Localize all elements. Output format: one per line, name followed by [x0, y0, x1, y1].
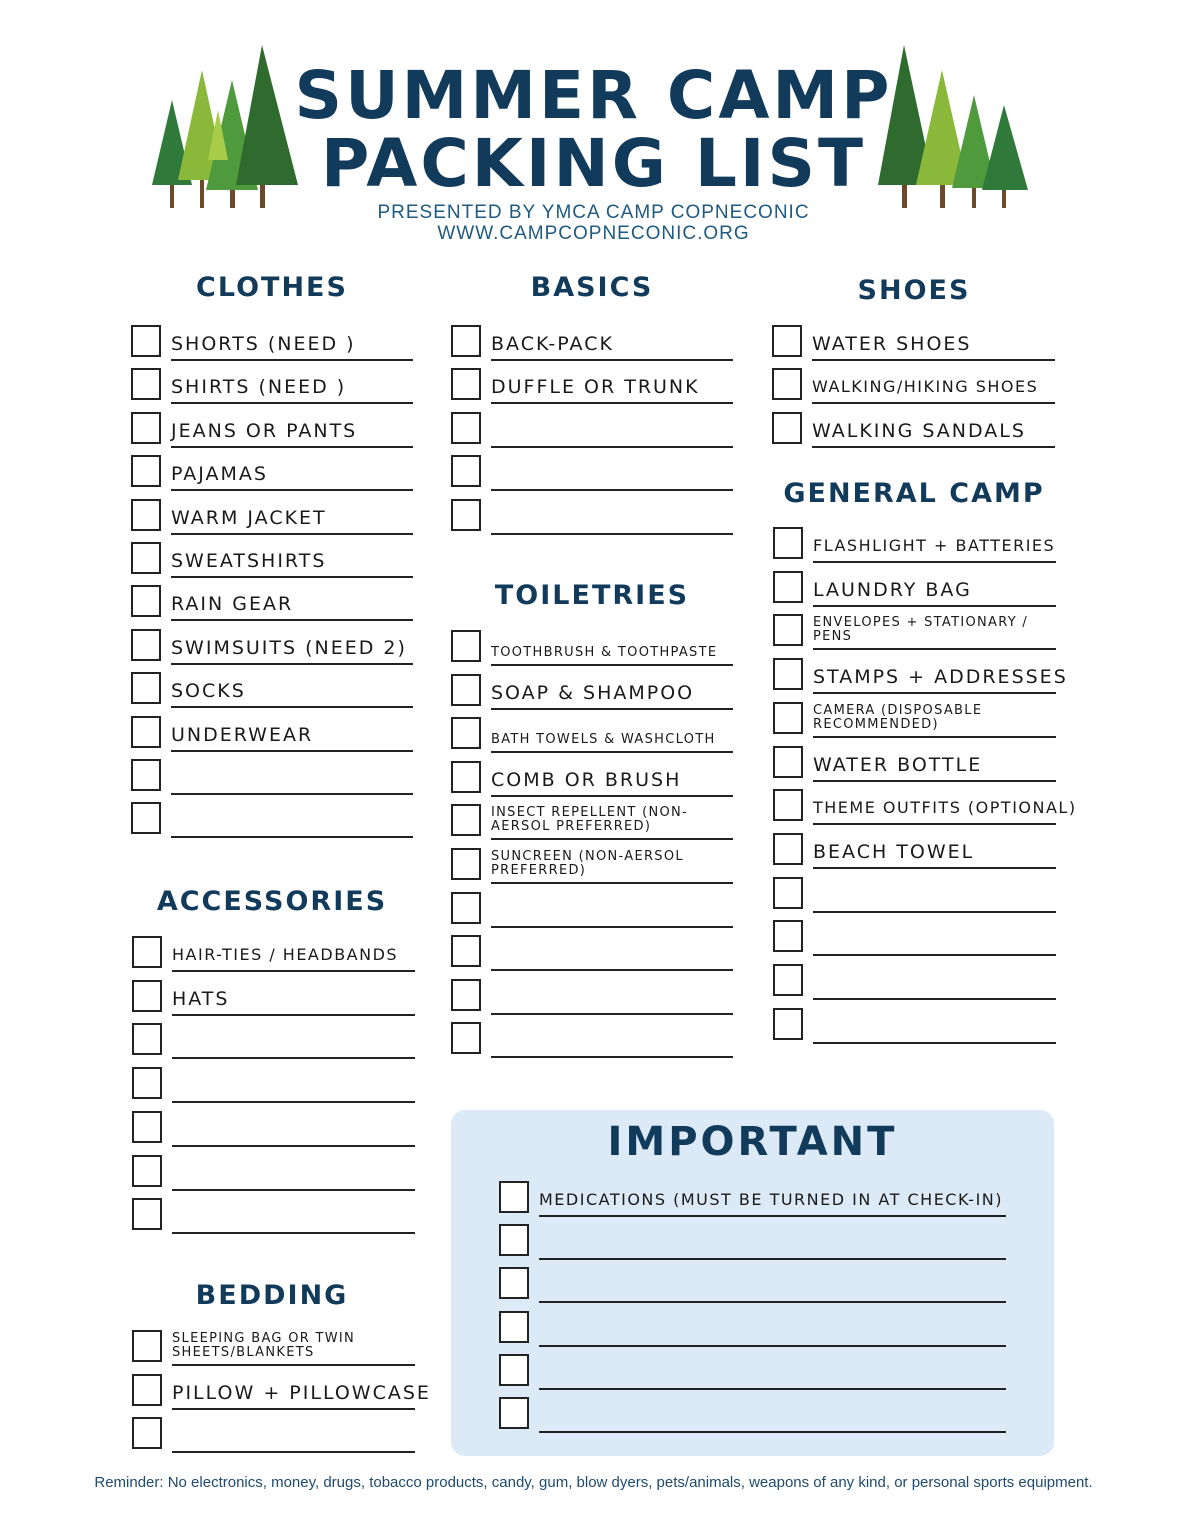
checkbox-icon[interactable]	[132, 936, 162, 968]
write-in-line	[172, 1364, 415, 1366]
item-label: SOCKS	[171, 680, 246, 703]
checkbox-icon[interactable]	[131, 412, 161, 444]
basics-list-item	[451, 499, 733, 535]
checkbox-icon[interactable]	[451, 674, 481, 706]
write-in-line	[813, 867, 1056, 869]
item-label: UNDERWEAR	[171, 723, 314, 746]
checkbox-icon[interactable]	[773, 1008, 803, 1040]
checkbox-icon[interactable]	[451, 892, 481, 924]
checkbox-icon[interactable]	[451, 979, 481, 1011]
item-label: WALKING SANDALS	[812, 419, 1026, 442]
checkbox-icon[interactable]	[773, 964, 803, 996]
write-in-line	[539, 1388, 1006, 1390]
write-in-line	[172, 1232, 415, 1234]
accessories-list-item	[132, 980, 415, 1016]
write-in-line	[171, 793, 413, 795]
checkbox-icon[interactable]	[451, 412, 481, 444]
item-label: WATER SHOES	[812, 333, 972, 355]
write-in-line	[491, 969, 733, 971]
write-in-line	[171, 359, 413, 361]
write-in-line	[171, 619, 413, 621]
item-label: CAMERA (DISPOSABLE RECOMMENDED)	[813, 702, 983, 732]
write-in-line	[172, 1101, 415, 1103]
item-label: HAIR-TIES / HEADBANDS	[172, 945, 399, 964]
write-in-line	[172, 1014, 415, 1016]
toiletries-list-item	[451, 979, 733, 1015]
write-in-line	[813, 823, 1056, 825]
item-label: LAUNDRY BAG	[813, 578, 972, 601]
write-in-line	[491, 533, 733, 535]
item-label: FLASHLIGHT + BATTERIES	[813, 536, 1056, 555]
item-label: SWIMSUITS (NEED 2)	[171, 636, 407, 659]
accessories-heading: ACCESSORIES	[156, 886, 388, 917]
write-in-line	[171, 402, 413, 404]
checkbox-icon[interactable]	[131, 716, 161, 748]
checkbox-icon[interactable]	[499, 1397, 529, 1429]
basics-list-item	[451, 368, 733, 404]
important-list-item	[499, 1354, 1006, 1390]
basics-list-item	[451, 455, 733, 491]
item-label: SUNCREEN (NON-AERSOL PREFERRED)	[491, 849, 684, 878]
write-in-line	[813, 736, 1056, 738]
accessories-list-item	[132, 1067, 415, 1103]
accessories-list-item	[132, 1155, 415, 1191]
bedding-heading: BEDDING	[195, 1280, 349, 1311]
reminder-text: Reminder: No electronics, money, drugs, tobacco products, candy, gum, blow dyers, pets/animals, weapons of any kind, or personal sports equipment.	[94, 1474, 1093, 1491]
toiletries-list-item	[451, 804, 733, 840]
checkbox-icon[interactable]	[499, 1354, 529, 1386]
write-in-line	[813, 911, 1056, 913]
checkbox-icon[interactable]	[451, 761, 481, 793]
item-label: WARM JACKET	[171, 506, 327, 529]
write-in-line	[491, 751, 733, 753]
write-in-line	[171, 446, 413, 448]
checkbox-icon[interactable]	[451, 848, 481, 880]
accessories-list-item	[132, 1198, 415, 1234]
clothes-list-item	[131, 325, 413, 361]
write-in-line	[171, 489, 413, 491]
checkbox-icon[interactable]	[773, 614, 803, 646]
checkbox-icon[interactable]	[451, 368, 481, 400]
item-label: DUFFLE OR TRUNK	[491, 376, 700, 399]
general-camp-list-item	[773, 614, 1056, 650]
write-in-line	[539, 1345, 1006, 1347]
toiletries-list-item	[451, 761, 733, 797]
clothes-list-item	[131, 412, 413, 448]
checkbox-icon[interactable]	[773, 527, 803, 559]
checkbox-icon[interactable]	[772, 412, 802, 444]
clothes-list-item	[131, 585, 413, 621]
item-label: HATS	[172, 987, 230, 1010]
clothes-list-item	[131, 759, 413, 795]
toiletries-list-item	[451, 935, 733, 971]
checkbox-icon[interactable]	[451, 630, 481, 662]
item-label: COMB OR BRUSH	[491, 768, 682, 791]
general-camp-list-item	[773, 658, 1068, 694]
toiletries-list-item	[451, 630, 733, 666]
checkbox-icon[interactable]	[451, 325, 481, 357]
item-label: SOAP & SHAMPOO	[491, 681, 695, 704]
checkbox-icon[interactable]	[131, 499, 161, 531]
checkbox-icon[interactable]	[132, 1023, 162, 1055]
checkbox-icon[interactable]	[131, 585, 161, 617]
write-in-line	[812, 359, 1055, 361]
write-in-line	[172, 1408, 415, 1410]
write-in-line	[813, 561, 1056, 563]
item-label: SWEATSHIRTS	[171, 550, 327, 572]
checkbox-icon[interactable]	[132, 1330, 162, 1362]
write-in-line	[171, 533, 413, 535]
checkbox-icon[interactable]	[773, 789, 803, 821]
shoes-list-item	[772, 368, 1055, 404]
write-in-line	[172, 1145, 415, 1147]
write-in-line	[172, 1451, 415, 1453]
clothes-heading: CLOTHES	[196, 272, 348, 303]
checkbox-icon[interactable]	[131, 455, 161, 487]
item-label: BEACH TOWEL	[813, 840, 975, 863]
clothes-list-item	[131, 368, 413, 404]
website-link[interactable]: WWW.CAMPCOPNECONIC.ORG	[437, 223, 750, 244]
basics-list-item	[451, 412, 733, 448]
item-label: WALKING/HIKING SHOES	[812, 377, 1039, 397]
checkbox-icon[interactable]	[773, 920, 803, 952]
item-label: THEME OUTFITS (OPTIONAL)	[813, 798, 1077, 818]
general-camp-list-item	[773, 527, 1056, 563]
checkbox-icon[interactable]	[131, 629, 161, 661]
general-camp-list-item	[773, 571, 1056, 607]
checkbox-icon[interactable]	[132, 980, 162, 1012]
write-in-line	[491, 402, 733, 404]
checkbox-icon[interactable]	[773, 833, 803, 865]
checkbox-icon[interactable]	[132, 1111, 162, 1143]
checkbox-icon[interactable]	[451, 455, 481, 487]
page-title-line1: SUMMER CAMP	[294, 57, 893, 134]
write-in-line	[813, 692, 1056, 694]
write-in-line	[813, 780, 1056, 782]
write-in-line	[813, 954, 1056, 956]
checkbox-icon[interactable]	[132, 1374, 162, 1406]
write-in-line	[491, 446, 733, 448]
toiletries-list-item	[451, 674, 733, 710]
shoes-heading: SHOES	[857, 275, 971, 306]
checkbox-icon[interactable]	[451, 804, 481, 836]
write-in-line	[172, 1057, 415, 1059]
checkbox-icon[interactable]	[772, 368, 802, 400]
checkbox-icon[interactable]	[132, 1198, 162, 1230]
general-camp-list-item	[773, 702, 1056, 738]
write-in-line	[491, 882, 733, 884]
checkbox-icon[interactable]	[772, 325, 802, 357]
checkbox-icon[interactable]	[499, 1311, 529, 1343]
item-label: SHIRTS (NEED )	[171, 376, 347, 399]
clothes-list-item	[131, 542, 413, 578]
write-in-line	[491, 926, 733, 928]
important-list-item	[499, 1267, 1006, 1303]
clothes-list-item	[131, 499, 413, 535]
toiletries-list-item	[451, 848, 733, 884]
checkbox-icon[interactable]	[451, 935, 481, 967]
important-list-item	[499, 1181, 1006, 1217]
checkbox-icon[interactable]	[773, 571, 803, 603]
write-in-line	[171, 750, 413, 752]
item-label: STAMPS + ADDRESSES	[813, 666, 1068, 689]
item-label: PILLOW + PILLOWCASE	[172, 1381, 431, 1404]
clothes-list-item	[131, 455, 413, 491]
checkbox-icon[interactable]	[773, 702, 803, 734]
item-label: BATH TOWELS & WASHCLOTH	[491, 732, 716, 748]
write-in-line	[171, 836, 413, 838]
write-in-line	[539, 1215, 1006, 1217]
item-label: RAIN GEAR	[171, 593, 294, 616]
checkbox-icon[interactable]	[499, 1224, 529, 1256]
page-title-line2: PACKING LIST	[320, 125, 867, 202]
checkbox-icon[interactable]	[131, 802, 161, 834]
general-camp-list-item	[773, 833, 1056, 869]
checkbox-icon[interactable]	[451, 717, 481, 749]
clothes-list-item	[131, 802, 413, 838]
general-camp-list-item	[773, 1008, 1056, 1044]
important-list-item	[499, 1224, 1006, 1260]
accessories-list-item	[132, 1023, 415, 1059]
write-in-line	[491, 795, 733, 797]
write-in-line	[812, 446, 1055, 448]
general-camp-list-item	[773, 746, 1056, 782]
checkbox-icon[interactable]	[773, 658, 803, 690]
write-in-line	[491, 359, 733, 361]
bedding-list-item	[132, 1417, 415, 1453]
toiletries-list-item	[451, 1022, 733, 1058]
write-in-line	[491, 838, 733, 840]
toiletries-list-item	[451, 892, 733, 928]
clothes-list-item	[131, 629, 413, 665]
item-label: INSECT REPELLENT (NON-AERSOL PREFERRED)	[491, 805, 689, 835]
presented-by-text: PRESENTED BY YMCA CAMP COPNECONIC	[377, 202, 810, 223]
general-camp-list-item	[773, 877, 1056, 913]
checkbox-icon[interactable]	[499, 1181, 529, 1213]
shoes-list-item	[772, 325, 1055, 361]
write-in-line	[539, 1258, 1006, 1260]
item-label: TOOTHBRUSH & TOOTHPASTE	[491, 645, 718, 660]
write-in-line	[539, 1301, 1006, 1303]
checkbox-icon[interactable]	[131, 368, 161, 400]
write-in-line	[171, 706, 413, 708]
checkbox-icon[interactable]	[773, 877, 803, 909]
general-camp-heading: GENERAL CAMP	[783, 478, 1045, 509]
general-camp-list-item	[773, 964, 1056, 1000]
checkbox-icon[interactable]	[132, 1155, 162, 1187]
checkbox-icon[interactable]	[132, 1417, 162, 1449]
clothes-list-item	[131, 716, 413, 752]
write-in-line	[491, 1013, 733, 1015]
item-label: BACK-PACK	[491, 333, 614, 355]
item-label: JEANS OR PANTS	[171, 419, 358, 442]
checkbox-icon[interactable]	[499, 1267, 529, 1299]
write-in-line	[171, 663, 413, 665]
clothes-list-item	[131, 672, 413, 708]
write-in-line	[172, 1189, 415, 1191]
checkbox-icon[interactable]	[131, 325, 161, 357]
write-in-line	[172, 970, 415, 972]
toiletries-heading: TOILETRIES	[494, 580, 690, 611]
accessories-list-item	[132, 1111, 415, 1147]
write-in-line	[539, 1431, 1006, 1433]
item-label: WATER BOTTLE	[813, 753, 983, 776]
toiletries-list-item	[451, 717, 733, 753]
bedding-list-item	[132, 1374, 431, 1410]
item-label: SHORTS (NEED )	[171, 333, 356, 355]
important-heading: IMPORTANT	[607, 1119, 898, 1165]
basics-list-item	[451, 325, 733, 361]
checkbox-icon[interactable]	[131, 672, 161, 704]
write-in-line	[813, 998, 1056, 1000]
basics-heading: BASICS	[530, 272, 654, 303]
write-in-line	[812, 402, 1055, 404]
item-label: MEDICATIONS (MUST BE TURNED IN AT CHECK-IN)	[539, 1190, 1003, 1209]
write-in-line	[491, 708, 733, 710]
write-in-line	[813, 648, 1056, 650]
important-list-item	[499, 1397, 1006, 1433]
important-list-item	[499, 1311, 1006, 1347]
item-label: SLEEPING BAG OR TWIN SHEETS/BLANKETS	[172, 1331, 356, 1360]
checkbox-icon[interactable]	[451, 1022, 481, 1054]
bedding-list-item	[132, 1330, 415, 1366]
general-camp-list-item	[773, 789, 1077, 825]
general-camp-list-item	[773, 920, 1056, 956]
write-in-line	[491, 1056, 733, 1058]
checkbox-icon[interactable]	[131, 759, 161, 791]
write-in-line	[491, 489, 733, 491]
item-label: ENVELOPES + STATIONARY / PENS	[813, 615, 1029, 645]
write-in-line	[171, 576, 413, 578]
checkbox-icon[interactable]	[773, 746, 803, 778]
checkbox-icon[interactable]	[131, 542, 161, 574]
write-in-line	[813, 1042, 1056, 1044]
write-in-line	[491, 664, 733, 666]
item-label: PAJAMAS	[171, 463, 268, 486]
checkbox-icon[interactable]	[132, 1067, 162, 1099]
shoes-list-item	[772, 412, 1055, 448]
write-in-line	[813, 605, 1056, 607]
checkbox-icon[interactable]	[451, 499, 481, 531]
accessories-list-item	[132, 936, 415, 972]
